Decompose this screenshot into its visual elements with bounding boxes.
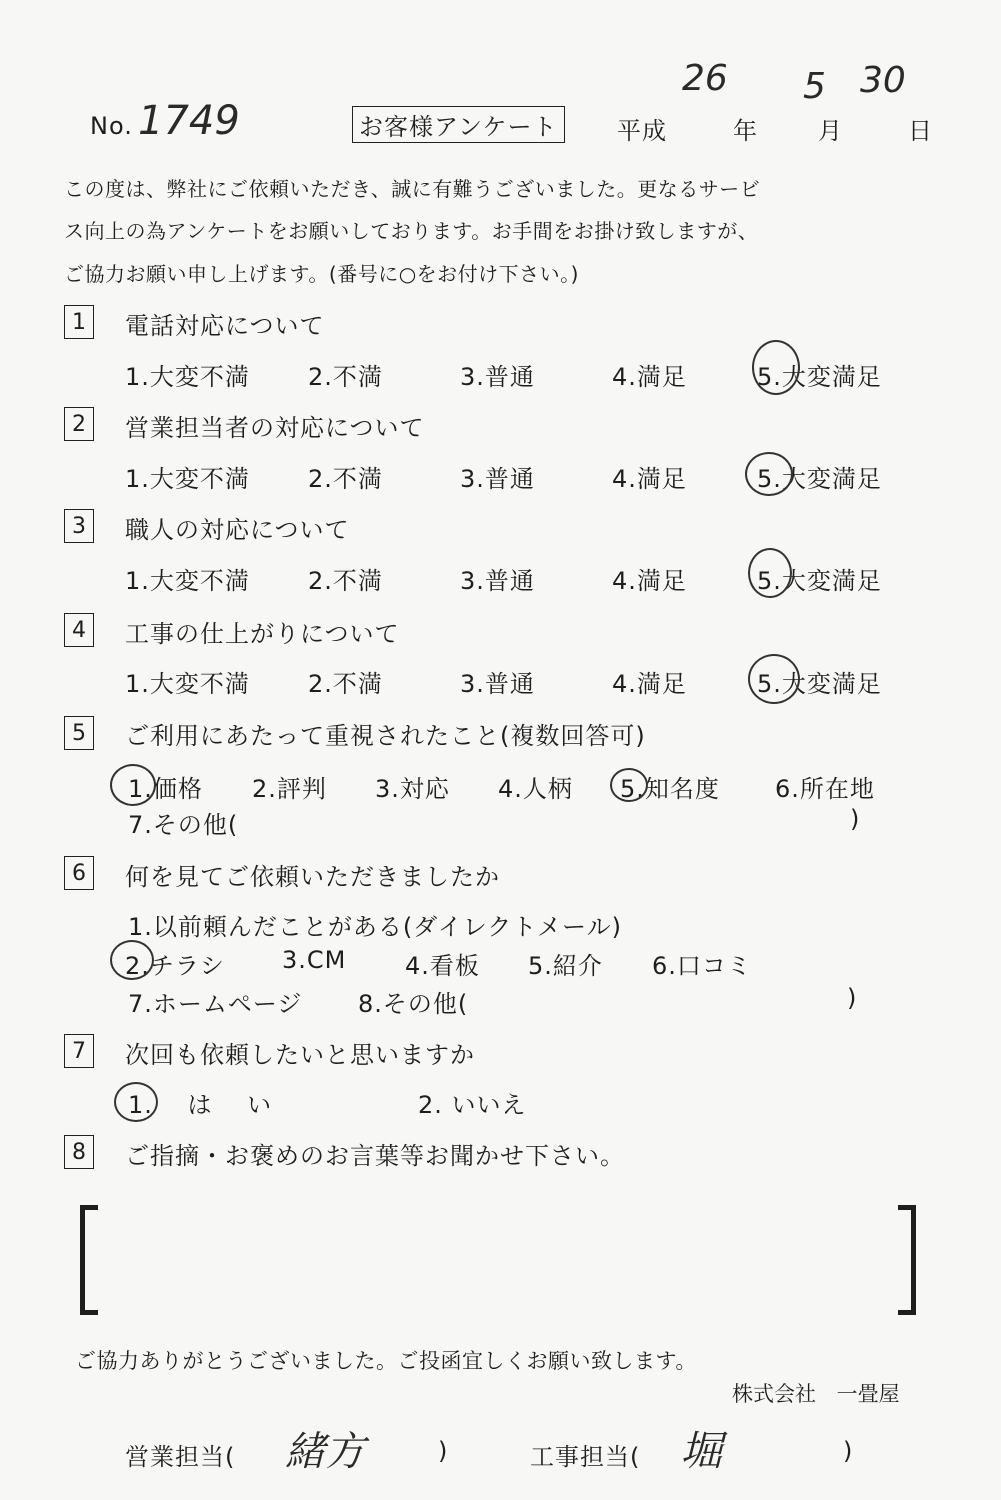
- handwritten-sales-rep: 緒方: [285, 1429, 365, 1475]
- q5-option-other[interactable]: 7.その他(: [128, 811, 239, 839]
- q6-other-close: ): [847, 984, 858, 1012]
- comment-area[interactable]: [110, 1210, 890, 1310]
- works-rep-close: ): [843, 1437, 854, 1465]
- question-1-text: 電話対応について: [125, 312, 325, 340]
- q7-option-yes[interactable]: 1. は い: [128, 1091, 273, 1119]
- sales-rep-close: ): [438, 1437, 449, 1465]
- q4-option-4[interactable]: 4.満足: [612, 670, 687, 698]
- intro-line-2: ス向上の為アンケートをお願いしております。お手間をお掛け致しますが、: [64, 219, 759, 243]
- handwritten-works-rep: 堀: [680, 1426, 723, 1475]
- intro-line-3: ご協力お願い申し上げます。(番号に○をお付け下さい。): [64, 262, 579, 286]
- question-5-number: 5: [64, 716, 94, 750]
- q4-option-3[interactable]: 3.普通: [460, 670, 535, 698]
- q5-option-3[interactable]: 3.対応: [375, 775, 450, 803]
- thanks-text: ご協力ありがとうございました。ご投函宜しくお願い致します。: [75, 1349, 697, 1373]
- q1-option-3[interactable]: 3.普通: [460, 363, 535, 391]
- q4-option-5[interactable]: 5.大変満足: [757, 670, 882, 698]
- q3-selection-circle: [748, 548, 792, 598]
- q5-selection-circle-5: [610, 768, 648, 802]
- q4-selection-circle: [748, 654, 800, 704]
- question-2-number: 2: [64, 407, 94, 441]
- year-label: 年: [733, 117, 758, 145]
- q3-option-5[interactable]: 5.大変満足: [757, 567, 882, 595]
- q3-option-3[interactable]: 3.普通: [460, 567, 535, 595]
- q5-other-close: ): [850, 805, 861, 833]
- question-4-number: 4: [64, 613, 94, 647]
- q6-option-3[interactable]: 3.CM: [282, 946, 347, 974]
- q2-selection-circle: [745, 452, 793, 496]
- q2-option-4[interactable]: 4.満足: [612, 465, 687, 493]
- era-label: 平成: [617, 117, 667, 145]
- q2-option-3[interactable]: 3.普通: [460, 465, 535, 493]
- q2-option-1[interactable]: 1.大変不満: [125, 465, 250, 493]
- q1-option-4[interactable]: 4.満足: [612, 363, 687, 391]
- q6-option-5[interactable]: 5.紹介: [528, 952, 603, 980]
- q2-option-5[interactable]: 5.大変満足: [757, 465, 882, 493]
- q3-option-2[interactable]: 2.不満: [308, 567, 383, 595]
- comment-bracket-left: [80, 1205, 98, 1315]
- q6-option-8[interactable]: 8.その他(: [358, 990, 469, 1018]
- q5-selection-circle-1: [110, 764, 156, 806]
- question-8-text: ご指摘・お褒めのお言葉等お聞かせ下さい。: [125, 1142, 625, 1170]
- q4-option-2[interactable]: 2.不満: [308, 670, 383, 698]
- month-label: 月: [818, 117, 843, 145]
- q7-option-no[interactable]: 2. いいえ: [418, 1091, 527, 1119]
- q6-selection-circle: [110, 940, 154, 980]
- question-3-text: 職人の対応について: [125, 516, 350, 544]
- company-name: 株式会社 一畳屋: [732, 1382, 900, 1406]
- q1-selection-circle: [752, 340, 800, 395]
- q6-option-6[interactable]: 6.口コミ: [652, 952, 752, 980]
- question-7-number: 7: [64, 1034, 94, 1068]
- question-7-text: 次回も依頼したいと思いますか: [125, 1041, 475, 1069]
- works-rep-label: 工事担当(: [530, 1443, 641, 1471]
- handwritten-day: 30: [860, 60, 906, 101]
- question-5-text: ご利用にあたって重視されたこと(複数回答可): [125, 722, 646, 750]
- question-6-number: 6: [64, 856, 94, 890]
- question-8-number: 8: [64, 1135, 94, 1169]
- q5-option-5[interactable]: 5.知名度: [620, 775, 720, 803]
- sales-rep-label: 営業担当(: [125, 1443, 236, 1471]
- q5-option-4[interactable]: 4.人柄: [498, 775, 573, 803]
- question-3-number: 3: [64, 509, 94, 543]
- intro-line-1: この度は、弊社にご依頼いただき、誠に有難うございました。更なるサービ: [64, 177, 761, 201]
- question-1-number: 1: [64, 305, 94, 339]
- survey-title: お客様アンケート: [352, 106, 565, 143]
- comment-bracket-right: [898, 1205, 916, 1315]
- q4-option-1[interactable]: 1.大変不満: [125, 670, 250, 698]
- q3-option-4[interactable]: 4.満足: [612, 567, 687, 595]
- q5-option-6[interactable]: 6.所在地: [775, 775, 875, 803]
- handwritten-year: 26: [682, 58, 728, 99]
- question-4-text: 工事の仕上がりについて: [125, 620, 400, 648]
- q1-option-1[interactable]: 1.大変不満: [125, 363, 250, 391]
- q6-option-7[interactable]: 7.ホームページ: [128, 990, 303, 1018]
- question-6-text: 何を見てご依頼いただきましたか: [125, 863, 500, 891]
- number-label: No.: [90, 112, 133, 140]
- q3-option-1[interactable]: 1.大変不満: [125, 567, 250, 595]
- q5-option-2[interactable]: 2.評判: [252, 775, 327, 803]
- q6-option-1[interactable]: 1.以前頼んだことがある(ダイレクトメール): [128, 913, 622, 941]
- q5-option-1[interactable]: 1.価格: [128, 775, 203, 803]
- handwritten-month: 5: [803, 66, 826, 107]
- q2-option-2[interactable]: 2.不満: [308, 465, 383, 493]
- day-label: 日: [908, 117, 933, 145]
- q1-option-2[interactable]: 2.不満: [308, 363, 383, 391]
- q1-option-5[interactable]: 5.大変満足: [757, 363, 882, 391]
- q6-option-2[interactable]: 2.チラシ: [125, 952, 225, 980]
- question-2-text: 営業担当者の対応について: [125, 414, 425, 442]
- q6-option-4[interactable]: 4.看板: [405, 952, 480, 980]
- q7-selection-circle: [114, 1082, 158, 1122]
- handwritten-number: 1749: [138, 98, 240, 144]
